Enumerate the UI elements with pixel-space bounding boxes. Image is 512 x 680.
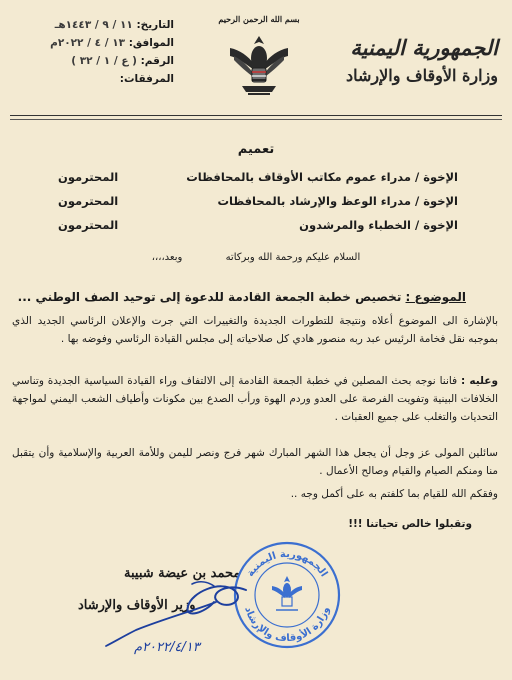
addressee-text: الإخوة / مدراء عموم مكاتب الأوقاف بالمحافظات (186, 170, 458, 184)
reference-value: ( ع / ١ / ٣٢ ) (71, 55, 137, 67)
date-hijri-label: التاريخ: (136, 19, 174, 31)
republic-name: الجمهورية اليمنية (350, 35, 498, 60)
subject-label: الموضوع : (405, 290, 466, 304)
greeting-line (0, 252, 512, 263)
header-divider-thin (10, 119, 502, 120)
ministry-name: وزارة الأوقاف والإرشاد (346, 66, 498, 85)
date-gregorian-value: ١٣ / ٤ / ٢٠٢٢م (50, 37, 126, 49)
paragraph-text: فاننا نوجه بحث المصلين في خطبة الجمعة القادمة إلى الالتفاف وراء القيادة السياسية الجديدة وتناسي الخلافات البينية وتفويت الفرصة على العدو وردم الهوة ورأب الصدع بين مكونات وأطياف الشعب اليمني لمواجهة التحديات والتغلب على جميع العقبات . (12, 375, 498, 423)
reference-label: الرقم: (140, 55, 174, 67)
body-paragraph (12, 372, 498, 426)
date-hijri-value: ١١ / ٩ / ١٤٤٣هـ (54, 19, 133, 31)
stamp-bottom-text: وزارة الأوقاف والإرشاد (242, 605, 332, 645)
addressee-honorific: المحترمون (58, 194, 119, 208)
greeting-after: وبعد،،،، (151, 252, 183, 263)
subject-line (18, 290, 466, 304)
document-title: تعميم (237, 142, 275, 157)
greeting-text: السلام عليكم ورحمة الله وبركاته (225, 252, 361, 263)
date-gregorian-row (14, 34, 174, 52)
subject-text: تخصيص خطبة الجمعة القادمة للدعوة إلى توحيد الصف الوطني ... (17, 290, 402, 304)
attachments-label: المرفقات: (119, 73, 174, 85)
date-hijri-row (14, 16, 174, 34)
addressee-line (58, 194, 458, 212)
yemen-eagle-emblem-icon (226, 30, 292, 102)
date-gregorian-label: الموافق: (128, 37, 174, 49)
reference-row (14, 52, 174, 70)
handwritten-date: ٢٠٢٢/٤/١٣م (134, 640, 200, 655)
signer-title: وزير الأوقاف والإرشاد (78, 598, 196, 613)
header-divider (10, 115, 502, 116)
paragraph-lead: وعليه : (460, 375, 499, 387)
bismillah-calligraphy: بسم الله الرحمن الرحيم (218, 14, 300, 24)
addressee-honorific: المحترمون (58, 170, 119, 184)
addressee-honorific: المحترمون (58, 218, 119, 232)
body-paragraph: سائلين المولى عز وجل أن يجعل هذا الشهر المبارك شهر فرج ونصر لليمن وللأمة العربية والإسلامية وأن يتقبل منا ومنكم الصيام والقيام وصالح الأعمال . (12, 447, 498, 477)
body-paragraph: بالإشارة الى الموضوع أعلاه ونتيجة للتطورات الجديدة والتغييرات التي جرت والإعلان الرئاسي الجديد الذي بموجبه نقل فخامة الرئيس عبد ربه منصور هادي كل صلاحياته إلى مجلس القيادة الرئاسي وفوضه بها . (12, 315, 498, 345)
closing-line: وتقبلوا خالص تحياتنا !!! (348, 518, 472, 530)
addressee-line (58, 218, 458, 236)
stamp-top-text: الجمهورية اليمنية (244, 548, 330, 579)
attachments-row (14, 70, 174, 88)
closing-prayer: وفقكم الله للقيام بما كلفتم به على أكمل وجه .. (290, 488, 498, 500)
signer-name: محمد بن عيضة شبيبة (124, 566, 241, 581)
addressee-text: الإخوة / مدراء الوعظ والإرشاد بالمحافظات (217, 194, 458, 208)
letterhead-ministry (323, 36, 498, 88)
addressee-text: الإخوة / الخطباء والمرشدون (299, 218, 458, 232)
addressee-line (58, 170, 458, 188)
letter-metadata (14, 16, 174, 88)
